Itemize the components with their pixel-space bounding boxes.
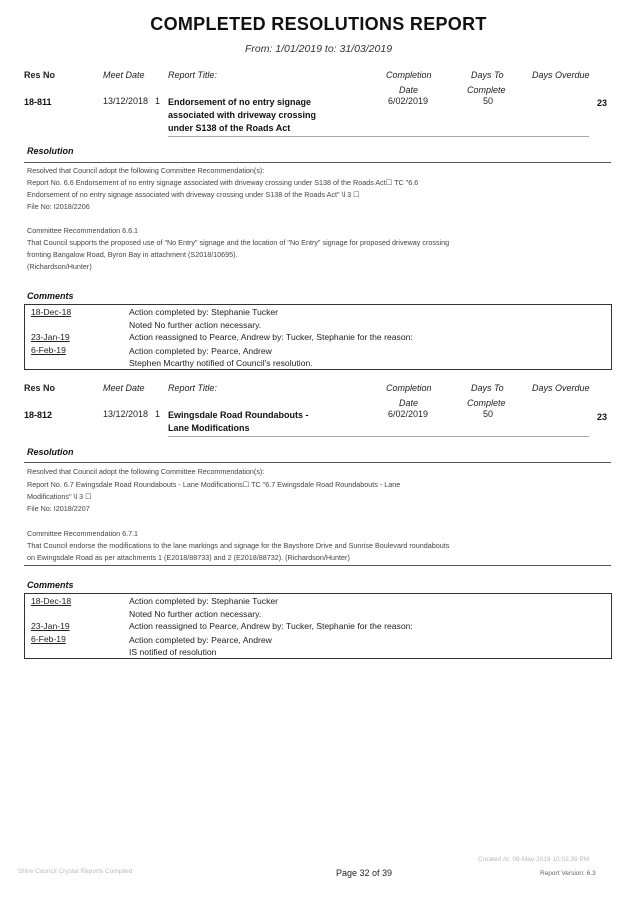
footer-left-text: Shire Council Crystal Reports Compiled [18,868,133,875]
days-to-complete: 50 [483,96,494,106]
completion-date: 6/02/2019 [388,96,429,106]
comment-date: 6-Feb-19 [31,345,66,355]
comments-label: Comments [27,580,74,590]
completion-date: 6/02/2019 [388,409,429,419]
footer-report-version: Report Version: 6.3 [540,870,596,877]
comment-date: 6-Feb-19 [31,634,66,644]
res-no: 18-811 [24,97,52,107]
footer-created: Created At: 08-May-2019 10:02:39 PM [478,856,590,863]
col-header-meet-date: Meet Date [103,70,145,80]
resolution-label: Resolution [27,447,74,457]
comment-text: Action completed by: Stephanie Tucker [129,307,279,317]
comment-date: 23-Jan-19 [31,332,70,342]
col-header-days-complete: Complete [467,85,506,95]
title-underline [168,436,589,437]
resolution-line: fronting Bangalow Road, Byron Bay in attachment (S2018/10695). [27,250,238,259]
resolution-line: Committee Recommendation 6.7.1 [27,529,139,538]
comment-text: IS notified of resolution [129,647,217,657]
meet-item: 1 [155,409,161,419]
resolution-rule [24,162,611,163]
meet-item: 1 [155,96,161,106]
resolution-line: Modifications" \l 3 ☐ [27,492,92,501]
col-header-res-no: Res No [24,70,56,80]
col-header-completion-date: Date [399,398,419,408]
col-header-days-complete: Complete [467,398,506,408]
resolution-line: File No: I2018/2206 [27,202,90,211]
resolution-line: on Ewingsdale Road as per attachments 1 (E2018/88733) and 2 (E2018/88732). (Richardson/Hunter) [27,553,350,562]
comment-text: Action reassigned to Pearce, Andrew by: Tucker, Stephanie for the reason: [129,621,413,631]
col-header-completion-date: Date [399,85,419,95]
resolution-line: Endorsement of no entry signage associated with driveway crossing under S138 of the Roads Act" \l 3 ☐ [27,190,360,199]
comment-text: Noted No further action necessary. [129,320,262,330]
resolution-line: Committee Recommendation 6.6.1 [27,226,139,235]
page-number: Page 32 of 39 [336,868,393,878]
col-header-meet-date: Meet Date [103,383,145,393]
days-overdue: 23 [597,98,608,108]
report-title: COMPLETED RESOLUTIONS REPORT [150,14,487,34]
comment-date: 23-Jan-19 [31,621,70,631]
resolution-line: File No: I2018/2207 [27,504,90,513]
report-title-line-3: under S138 of the Roads Act [168,123,291,133]
resolution-line: Resolved that Council adopt the following Committee Recommendation(s): [27,467,265,476]
col-header-days-to: Days To [471,70,504,80]
comment-text: Action completed by: Pearce, Andrew [129,635,272,645]
resolution-line: That Council supports the proposed use of "No Entry" signage and the location of "No Entry" signage for proposed driveway crossing [27,238,450,247]
meet-date: 13/12/2018 [103,409,149,419]
res-no: 18-812 [24,410,53,420]
col-header-completion: Completion [386,383,432,393]
report-title-line-2: associated with driveway crossing [168,110,317,120]
days-to-complete: 50 [483,409,494,419]
comment-text: Action completed by: Stephanie Tucker [129,596,279,606]
resolution-line: That Council endorse the modifications to the lane markings and signage for the Bayshore Drive and Sunrise Boulevard roundabouts [27,541,450,550]
col-header-days-to: Days To [471,383,504,393]
comment-date: 18-Dec-18 [31,307,72,317]
report-title-line-1: Endorsement of no entry signage [168,97,312,107]
report-title-line-1: Ewingsdale Road Roundabouts - [168,410,309,420]
col-header-report-title: Report Title: [168,383,217,393]
resolution-label: Resolution [27,146,74,156]
resolution-line: Report No. 6.7 Ewingsdale Road Roundabouts - Lane Modifications☐ TC "6.7 Ewingsdale Road Roundabouts - Lane [27,480,401,489]
comment-text: Noted No further action necessary. [129,609,262,619]
comment-text: Stephen Mcarthy notified of Council's resolution. [129,358,313,368]
report-date-range: From: 1/01/2019 to: 31/03/2019 [244,43,393,55]
resolution-line: (Richardson/Hunter) [27,262,92,271]
resolution-rule [24,462,611,463]
meet-date: 13/12/2018 [103,96,149,106]
col-header-completion: Completion [386,70,432,80]
title-underline [168,136,589,137]
col-header-report-title: Report Title: [168,70,217,80]
comments-label: Comments [27,291,74,301]
col-header-days-overdue: Days Overdue [532,383,590,393]
days-overdue: 23 [597,412,608,422]
col-header-days-overdue: Days Overdue [532,70,590,80]
report-title-line-2: Lane Modifications [168,423,250,433]
resolution-bottom-rule [24,565,611,566]
comment-text: Action completed by: Pearce, Andrew [129,346,272,356]
comment-text: Action reassigned to Pearce, Andrew by: Tucker, Stephanie for the reason: [129,332,413,342]
comment-date: 18-Dec-18 [31,596,72,606]
resolution-line: Resolved that Council adopt the following Committee Recommendation(s): [27,166,265,175]
resolution-line: Report No. 6.6 Endorsement of no entry signage associated with driveway crossing under S138 of the Roads Act☐ TC "6.6 [27,178,419,187]
col-header-res-no: Res No [24,383,56,393]
